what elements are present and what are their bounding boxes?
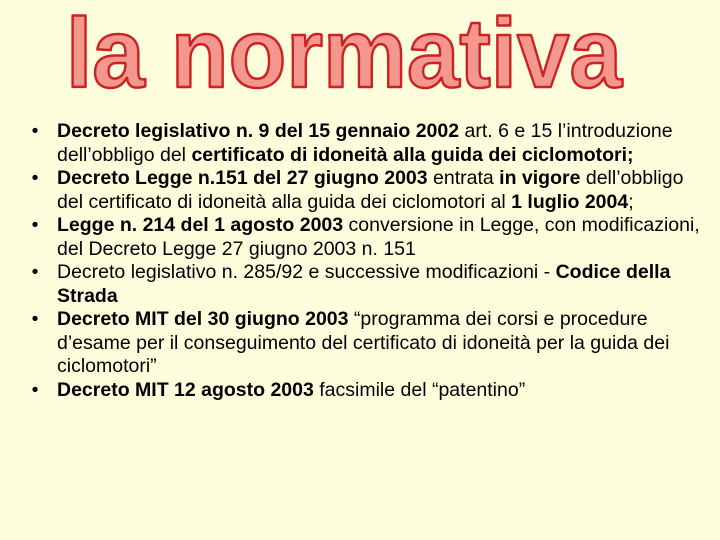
bold-text-segment: Decreto MIT del 30 giugno 2003: [57, 308, 349, 330]
text-segment: ;: [628, 190, 634, 213]
bold-text-segment: Decreto legislativo n. 9 del 15 gennaio 2002: [57, 120, 460, 142]
list-item: [24, 167, 704, 214]
text-segment: entrata: [427, 167, 500, 189]
text-segment: art. 6 e 15 l’introduzione dell’obbligo del: [57, 120, 673, 166]
text-segment: dell’obbligo del certificato di idoneità alla guida dei ciclomotori al: [57, 167, 684, 213]
bullet-icon: •: [31, 167, 39, 189]
bold-text-segment: Legge n. 214 del 1 agosto 2003: [57, 214, 344, 236]
slide-title: [0, 0, 720, 110]
text-segment: conversione in Legge, con modificazioni, del Decreto Legge 27 giugno 2003 n. 151: [57, 214, 700, 260]
bullet-list: [24, 120, 704, 402]
list-item: [24, 308, 704, 379]
title-wordart: [0, 0, 720, 110]
list-item: [24, 214, 704, 261]
bold-text-segment: 1 luglio 2004: [511, 190, 629, 213]
list-item: [24, 379, 704, 403]
title-text: la normativa: [66, 0, 624, 108]
bullet-icon: •: [31, 214, 39, 236]
text-segment: facsimile del “patentino”: [313, 378, 526, 401]
bullet-icon: •: [31, 261, 39, 283]
list-item: [24, 120, 704, 167]
bold-text-segment: in vigore: [499, 167, 581, 189]
bullet-icon: •: [31, 378, 39, 401]
bold-text-segment: certificato di idoneità alla guida dei ciclomotori;: [191, 143, 634, 166]
list-item: [24, 261, 704, 308]
bullet-icon: •: [31, 120, 39, 142]
text-segment: Decreto legislativo n. 285/92 e successive modificazioni -: [57, 261, 556, 283]
bold-text-segment: Decreto MIT 12 agosto 2003: [57, 378, 314, 401]
bold-text-segment: Codice della Strada: [57, 261, 671, 307]
text-segment: “programma dei corsi e procedure d’esame per il conseguimento del certificato di idoneità per la guida dei ciclomotori”: [57, 308, 670, 377]
bullet-icon: •: [31, 308, 39, 330]
bold-text-segment: Decreto Legge n.151 del 27 giugno 2003: [57, 167, 428, 189]
